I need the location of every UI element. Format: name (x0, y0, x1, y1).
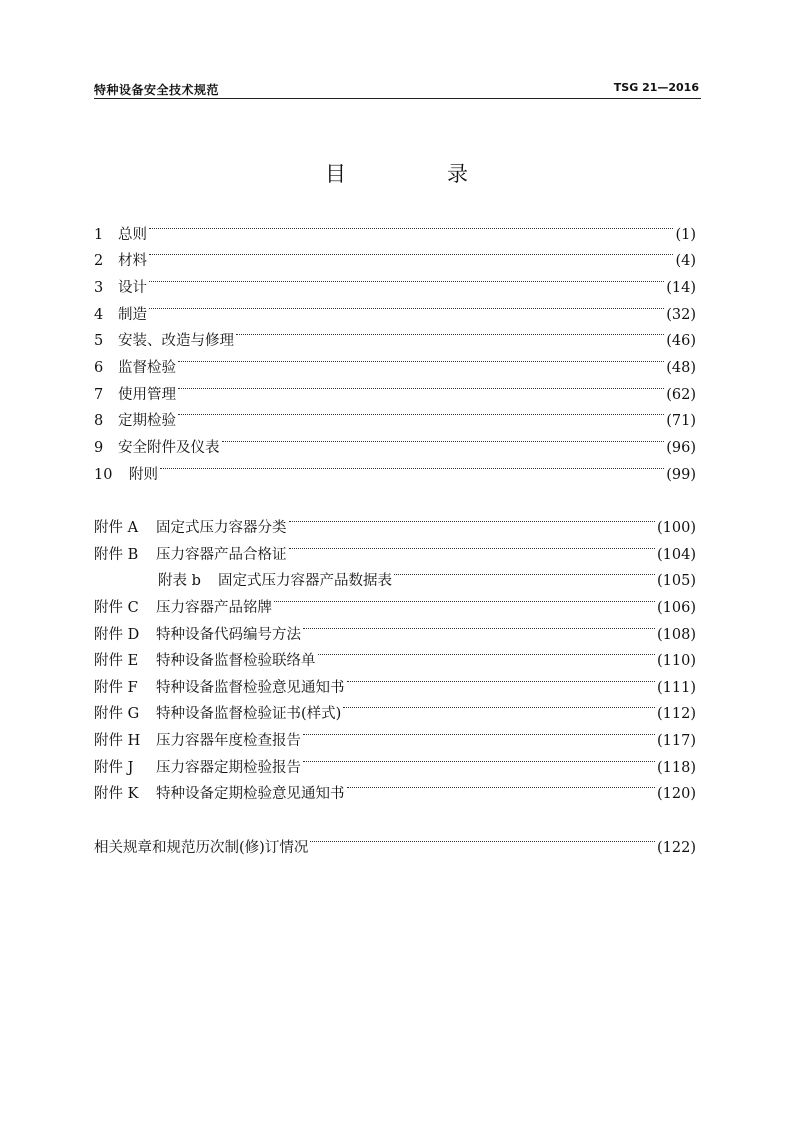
toc-entry-appendix-j[interactable] (94, 750, 696, 776)
dot-leader (149, 297, 664, 319)
toc-entry-appendix-a[interactable] (94, 510, 696, 536)
toc-entry-appendix-h[interactable] (94, 723, 696, 749)
toc-entry-chapter-2[interactable] (94, 243, 696, 269)
toc-entry-label: 特种设备定期检验意见通知书 (156, 786, 345, 802)
toc-entry-chapter-10[interactable] (94, 457, 696, 483)
toc-entry-number: 9 (94, 440, 104, 456)
dot-leader (236, 323, 664, 345)
toc-entry-label: 特种设备监督检验联络单 (156, 653, 316, 669)
toc-entry-page: (111) (657, 680, 696, 696)
dot-leader (347, 776, 656, 798)
toc-entry-chapter-5[interactable] (94, 323, 696, 349)
toc-entry-chapter-8[interactable] (94, 403, 696, 429)
toc-entry-label: 压力容器定期检验报告 (156, 760, 301, 776)
dot-leader (178, 350, 664, 372)
toc-entry-number: 8 (94, 413, 104, 429)
toc-entry-label: 制造 (118, 307, 147, 323)
toc-entry-page: (71) (666, 413, 696, 429)
toc-entry-appendix-c[interactable] (94, 590, 696, 616)
toc-entry-label: 特种设备代码编号方法 (156, 627, 301, 643)
toc-entry-number: 2 (94, 253, 104, 269)
toc-entry-appendix-id: 附件 H (94, 733, 141, 749)
toc-entry-appendix-d[interactable] (94, 617, 696, 643)
header-series-title: 特种设备安全技术规范 (94, 83, 220, 97)
toc-entry-number: 10 (94, 467, 113, 483)
toc-entry-label: 定期检验 (118, 413, 176, 429)
toc-entry-page: (14) (666, 280, 696, 296)
toc-entry-appendix-g[interactable] (94, 696, 696, 722)
toc-entry-label: 固定式压力容器分类 (156, 520, 287, 536)
toc-entry-appendix-id: 附件 B (94, 547, 139, 563)
dot-leader (394, 563, 655, 585)
dot-leader (149, 270, 664, 292)
toc-entry-label: 安全附件及仪表 (118, 440, 220, 456)
toc-entry-appendix-id: 附件 E (94, 653, 139, 669)
toc-entry-page: (117) (657, 733, 696, 749)
toc-entry-chapter-7[interactable] (94, 377, 696, 403)
toc-entry-number: 4 (94, 307, 104, 323)
toc-entry-appendix-k[interactable] (94, 776, 696, 802)
toc-entry-label: 压力容器年度检查报告 (156, 733, 301, 749)
dot-leader (274, 590, 655, 612)
toc-entry-chapter-9[interactable] (94, 430, 696, 456)
header-standard-code: TSG 21—2016 (613, 81, 699, 94)
toc-entry-page: (106) (657, 600, 696, 616)
toc-entry-appendix-id: 附件 K (94, 786, 139, 802)
toc-entry-number: 3 (94, 280, 104, 296)
toc-entry-appendix-b[interactable] (94, 537, 696, 563)
dot-leader (310, 830, 655, 852)
toc-entry-page: (108) (657, 627, 696, 643)
toc-entry-page: (110) (657, 653, 696, 669)
toc-entry-label: 附则 (129, 467, 158, 483)
toc-entry-page: (99) (666, 467, 696, 483)
toc-entry-page: (120) (657, 786, 696, 802)
toc-entry-number: 7 (94, 387, 104, 403)
dot-leader (149, 243, 673, 265)
toc-entry-chapter-3[interactable] (94, 270, 696, 296)
dot-leader (303, 723, 655, 745)
toc-entry-page: (96) (666, 440, 696, 456)
page-title: 目 录 (325, 162, 508, 186)
toc-entry-page: (48) (666, 360, 696, 376)
toc-entry-label: 压力容器产品合格证 (156, 547, 287, 563)
toc-entry-revision-history[interactable] (94, 830, 696, 856)
toc-entry-appendix-id: 附件 A (94, 520, 139, 536)
dot-leader (347, 670, 656, 692)
dot-leader (178, 377, 664, 399)
dot-leader (343, 696, 655, 718)
toc-entry-page: (32) (666, 307, 696, 323)
toc-entry-schedule-b[interactable] (158, 563, 696, 589)
toc-entry-appendix-id: 附件 G (94, 706, 140, 722)
toc-entry-appendix-id: 附件 C (94, 600, 139, 616)
toc-entry-chapter-1[interactable] (94, 217, 696, 243)
toc-entry-label: 相关规章和规范历次制(修)订情况 (94, 840, 309, 856)
dot-leader (303, 617, 655, 639)
toc-entry-page: (118) (657, 760, 696, 776)
dot-leader (160, 457, 664, 479)
toc-entry-page: (62) (666, 387, 696, 403)
toc-entry-appendix-id: 附件 J (94, 760, 134, 776)
dot-leader (303, 750, 655, 772)
toc-entry-page: (104) (657, 547, 696, 563)
toc-entry-chapter-4[interactable] (94, 297, 696, 323)
dot-leader (222, 430, 665, 452)
toc-entry-label: 监督检验 (118, 360, 176, 376)
toc-entry-number: 6 (94, 360, 104, 376)
running-header (94, 80, 701, 99)
dot-leader (178, 403, 664, 425)
toc-entry-label: 固定式压力容器产品数据表 (218, 573, 392, 589)
toc-entry-appendix-e[interactable] (94, 643, 696, 669)
toc-entry-appendix-id: 附表 b (158, 573, 201, 589)
toc-entry-appendix-id: 附件 D (94, 627, 140, 643)
dot-leader (149, 217, 673, 239)
dot-leader (289, 537, 656, 559)
toc-entry-page: (46) (666, 333, 696, 349)
toc-entry-label: 使用管理 (118, 387, 176, 403)
toc-entry-appendix-id: 附件 F (94, 680, 138, 696)
toc-entry-number: 1 (94, 227, 104, 243)
toc-entry-label: 安装、改造与修理 (118, 333, 234, 349)
toc-entry-label: 特种设备监督检验证书(样式) (156, 706, 342, 722)
toc-entry-label: 总则 (118, 227, 147, 243)
toc-entry-page: (1) (675, 227, 696, 243)
toc-entry-page: (100) (657, 520, 696, 536)
toc-entry-label: 材料 (118, 253, 147, 269)
toc-entry-page: (122) (657, 840, 696, 856)
dot-leader (318, 643, 656, 665)
toc-entry-appendix-f[interactable] (94, 670, 696, 696)
toc-entry-label: 压力容器产品铭牌 (156, 600, 272, 616)
toc-entry-page: (112) (657, 706, 696, 722)
dot-leader (289, 510, 656, 532)
toc-entry-chapter-6[interactable] (94, 350, 696, 376)
toc-entry-label: 设计 (118, 280, 147, 296)
toc-entry-page: (105) (657, 573, 696, 589)
toc-entry-number: 5 (94, 333, 104, 349)
toc-entry-page: (4) (675, 253, 696, 269)
toc-entry-label: 特种设备监督检验意见通知书 (156, 680, 345, 696)
